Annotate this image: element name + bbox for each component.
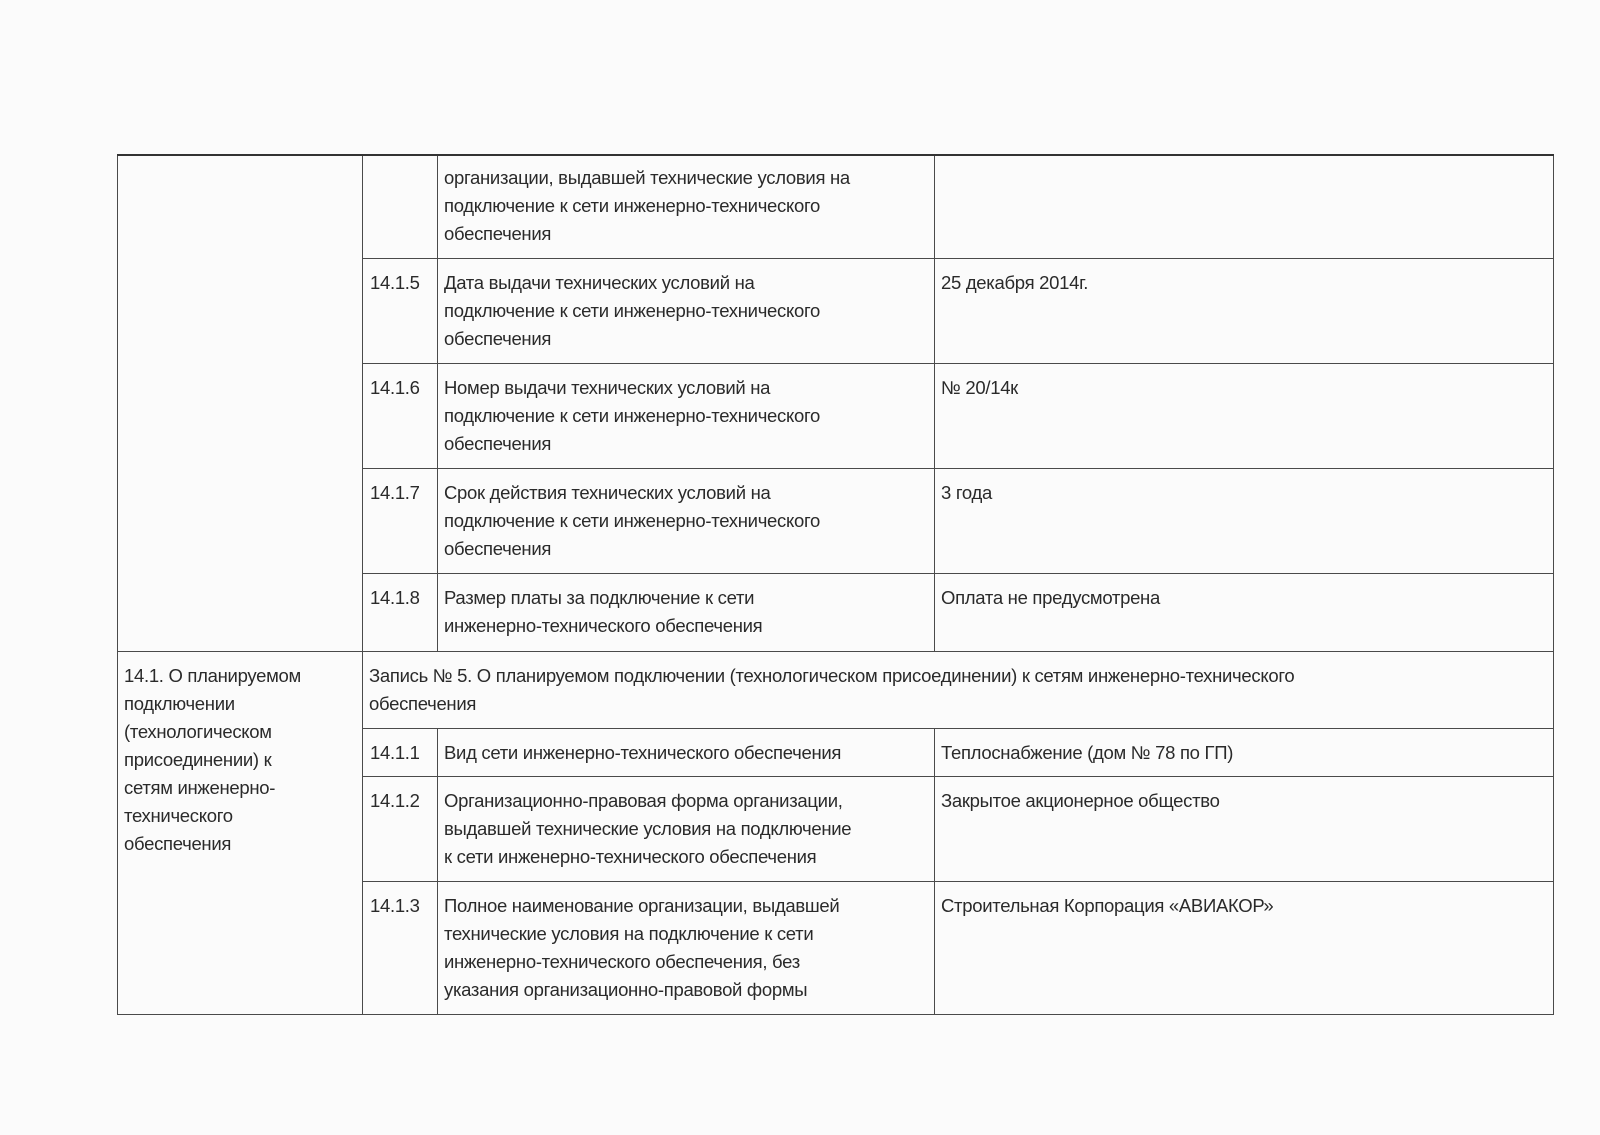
info-table <box>117 154 1554 1015</box>
record-header: Запись № 5. О планируемом подключении (технологическом присоединении) к сетям инженерно-технического обеспечения <box>363 651 1554 728</box>
item-description: Полное наименование организации, выдавшей технические условия на подключение к сети инженерно-технического обеспечения, без указания организационно-правовой формы <box>438 881 935 1014</box>
item-description: Вид сети инженерно-технического обеспечения <box>438 728 935 776</box>
item-value: Теплоснабжение (дом № 78 по ГП) <box>935 728 1554 776</box>
item-value: Оплата не предусмотрена <box>935 573 1554 651</box>
item-description: Номер выдачи технических условий на подключение к сети инженерно-технического обеспечения <box>438 363 935 468</box>
record-header-row <box>118 651 1554 728</box>
item-number <box>363 155 438 258</box>
item-value: № 20/14к <box>935 363 1554 468</box>
item-description: Размер платы за подключение к сети инженерно-технического обеспечения <box>438 573 935 651</box>
item-number: 14.1.7 <box>363 468 438 573</box>
item-description: Организационно-правовая форма организации, выдавшей технические условия на подключение к сети инженерно-технического обеспечения <box>438 776 935 881</box>
table-row <box>118 155 1554 258</box>
item-description: организации, выдавшей технические условия на подключение к сети инженерно-технического обеспечения <box>438 155 935 258</box>
item-value: 3 года <box>935 468 1554 573</box>
item-number: 14.1.5 <box>363 258 438 363</box>
item-value: Строительная Корпорация «АВИАКОР» <box>935 881 1554 1014</box>
item-number: 14.1.8 <box>363 573 438 651</box>
item-number: 14.1.2 <box>363 776 438 881</box>
item-description: Срок действия технических условий на подключение к сети инженерно-технического обеспечения <box>438 468 935 573</box>
item-description: Дата выдачи технических условий на подключение к сети инженерно-технического обеспечения <box>438 258 935 363</box>
item-number: 14.1.6 <box>363 363 438 468</box>
section-cell-empty <box>118 155 363 651</box>
item-number: 14.1.3 <box>363 881 438 1014</box>
item-value <box>935 155 1554 258</box>
item-number: 14.1.1 <box>363 728 438 776</box>
item-value: Закрытое акционерное общество <box>935 776 1554 881</box>
section-label: 14.1. О планируемом подключении (технологическом присоединении) к сетям инженерно- технического обеспечения <box>118 651 363 1014</box>
item-value: 25 декабря 2014г. <box>935 258 1554 363</box>
